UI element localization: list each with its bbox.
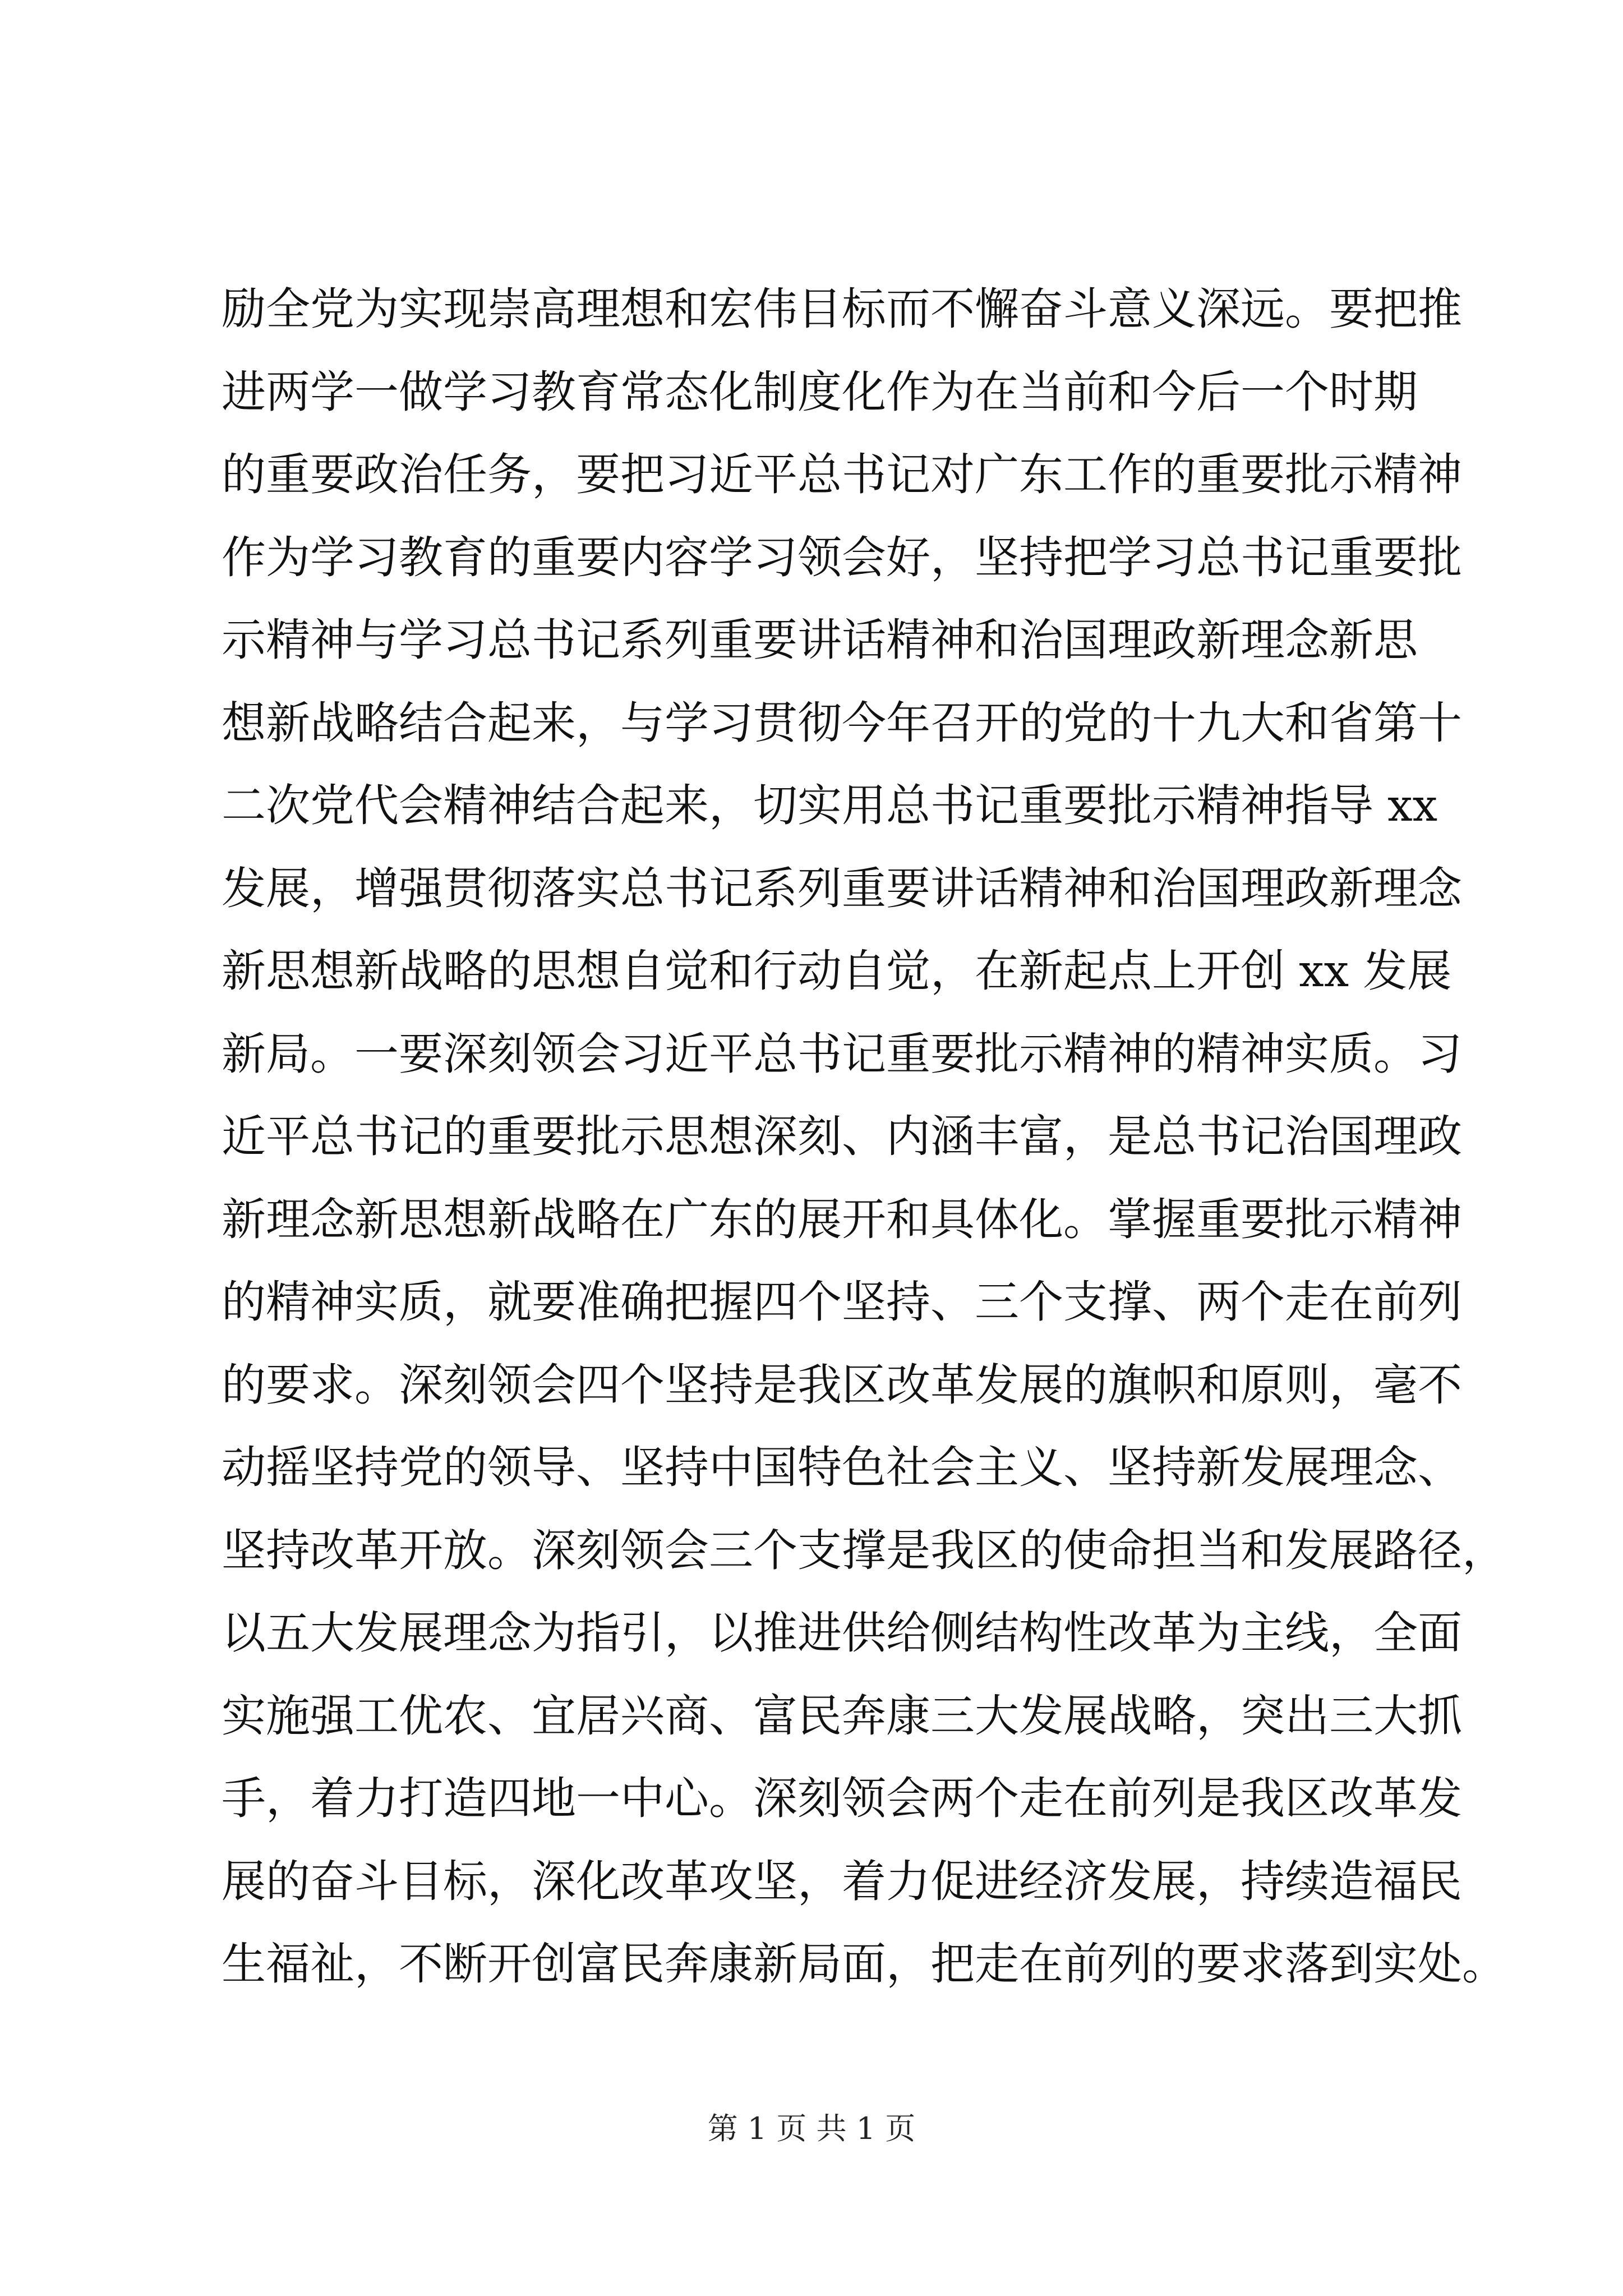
text-line: 新局。一要深刻领会习近平总书记重要批示精神的精神实质。习: [222, 1028, 1462, 1080]
page-footer: [0, 2109, 1623, 2148]
text-line: 的精神实质，就要准确把握四个坚持、三个支撑、两个走在前列: [222, 1276, 1462, 1328]
text-line: 作为学习教育的重要内容学习领会好，坚持把学习总书记重要批: [222, 531, 1462, 583]
page-number: 第 1 页 共 1 页: [707, 2111, 916, 2146]
text-line: 以五大发展理念为指引，以推进供给侧结构性改革为主线，全面: [222, 1607, 1462, 1659]
text-line: 励全党为实现崇高理想和宏伟目标而不懈奋斗意义深远。要把推: [222, 283, 1462, 335]
text-line: 二次党代会精神结合起来，切实用总书记重要批示精神指导 xx: [222, 780, 1438, 831]
text-line: 示精神与学习总书记系列重要讲话精神和治国理政新理念新思: [222, 614, 1418, 666]
text-line: 新理念新思想新战略在广东的展开和具体化。掌握重要批示精神: [222, 1193, 1462, 1245]
text-line: 动摇坚持党的领导、坚持中国特色社会主义、坚持新发展理念、: [222, 1442, 1462, 1493]
text-line: 发展，增强贯彻落实总书记系列重要讲话精神和治国理政新理念: [222, 862, 1462, 914]
body-paragraph: [222, 268, 1506, 2006]
text-line: 新思想新战略的思想自觉和行动自觉，在新起点上开创 xx 发展: [222, 945, 1452, 997]
text-line: 的重要政治任务，要把习近平总书记对广东工作的重要批示精神: [222, 449, 1462, 500]
text-line: 进两学一做学习教育常态化制度化作为在当前和今后一个时期: [222, 366, 1418, 418]
text-line: 实施强工优农、宜居兴商、富民奔康三大发展战略，突出三大抓: [222, 1690, 1462, 1742]
text-line: 近平总书记的重要批示思想深刻、内涵丰富，是总书记治国理政: [222, 1111, 1462, 1162]
text-line: 生福祉，不断开创富民奔康新局面，把走在前列的要求落到实处。: [222, 1938, 1506, 1990]
text-line: 手，着力打造四地一中心。深刻领会两个走在前列是我区改革发: [222, 1773, 1462, 1824]
text-line: 坚持改革开放。深刻领会三个支撑是我区的使命担当和发展路径，: [222, 1524, 1506, 1576]
text-line: 的要求。深刻领会四个坚持是我区改革发展的旗帜和原则，毫不: [222, 1359, 1462, 1411]
text-line: 想新战略结合起来，与学习贯彻今年召开的党的十九大和省第十: [222, 697, 1462, 749]
text-line: 展的奋斗目标，深化改革攻坚，着力促进经济发展，持续造福民: [222, 1855, 1462, 1907]
